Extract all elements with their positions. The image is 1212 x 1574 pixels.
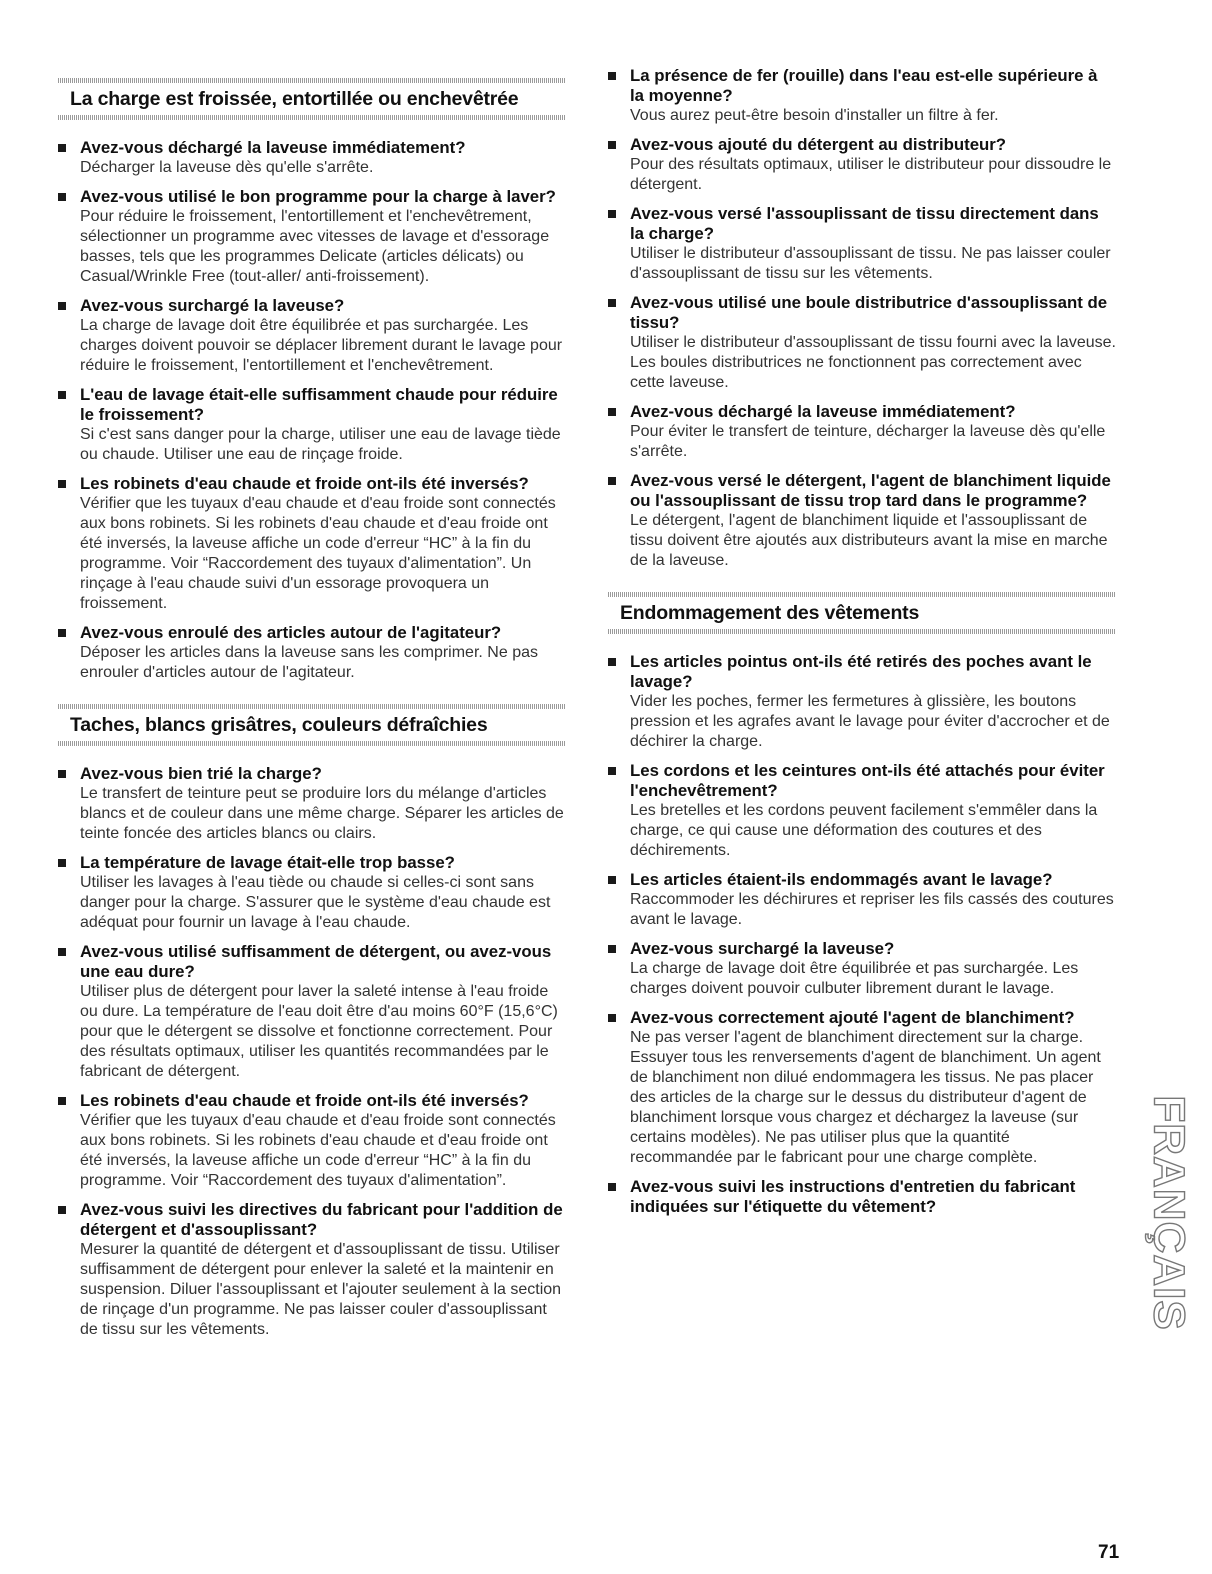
faq-question: Avez-vous déchargé la laveuse immédiatement? bbox=[630, 402, 1016, 421]
faq-question: Les cordons et les ceintures ont-ils été attachés pour éviter l'enchevêtrement? bbox=[630, 761, 1105, 800]
square-bullet-icon bbox=[608, 408, 616, 416]
square-bullet-icon bbox=[58, 859, 66, 867]
faq-item bbox=[58, 942, 566, 1082]
faq-answer: Mesurer la quantité de détergent et d'assouplissant de tissu. Utiliser suffisamment de détergent pour enlever la saleté et la maintenir en suspension. Diluer l'assouplissant et l'ajouter seulement à la section de rinçage d'un programme. Ne pas laisser couler d'assouplissant de tissu sur les vêtements. bbox=[80, 1241, 562, 1338]
faq-answer: Le détergent, l'agent de blanchiment liquide et l'assouplissant de tissu doivent être ajoutés aux distributeurs avant la mise en marche de la laveuse. bbox=[630, 512, 1108, 569]
left-column bbox=[58, 66, 566, 1349]
section-title: La charge est froissée, entortillée ou enchevêtrée bbox=[70, 88, 519, 110]
square-bullet-icon bbox=[58, 1206, 66, 1214]
faq-item bbox=[608, 293, 1116, 393]
faq-item bbox=[608, 204, 1116, 284]
faq-item bbox=[608, 66, 1116, 126]
faq-question: Avez-vous bien trié la charge? bbox=[80, 764, 322, 783]
faq-answer: Pour éviter le transfert de teinture, décharger la laveuse dès qu'elle s'arrête. bbox=[630, 423, 1106, 460]
faq-item bbox=[608, 402, 1116, 462]
square-bullet-icon bbox=[608, 299, 616, 307]
faq-answer: Vider les poches, fermer les fermetures à glissière, les boutons pression et les agrafes avant le lavage pour éviter d'accrocher et de déchirer la charge. bbox=[630, 693, 1110, 750]
faq-question: Avez-vous utilisé suffisamment de détergent, ou avez-vous une eau dure? bbox=[80, 942, 552, 981]
faq-question: Avez-vous surchargé la laveuse? bbox=[80, 296, 345, 315]
faq-question: Avez-vous suivi les directives du fabricant pour l'addition de détergent et d'assouplissant? bbox=[80, 1200, 563, 1239]
faq-item bbox=[58, 296, 566, 376]
section-header bbox=[58, 66, 566, 128]
faq-answer: La charge de lavage doit être équilibrée et pas surchargée. Les charges doivent pouvoir se déplacer librement durant le lavage pour réduire le froissement, l'entortillement et l'enchevêtrement. bbox=[80, 317, 563, 374]
faq-answer: Les bretelles et les cordons peuvent facilement s'emmêler dans la charge, ce qui cause une déformation des coutures et des déchirements. bbox=[630, 802, 1098, 859]
square-bullet-icon bbox=[58, 193, 66, 201]
faq-item bbox=[608, 1008, 1116, 1168]
faq-item bbox=[608, 870, 1116, 930]
dotted-rule bbox=[608, 629, 1116, 634]
faq-question: Avez-vous correctement ajouté l'agent de blanchiment? bbox=[630, 1008, 1075, 1027]
faq-answer: Raccommoder les déchirures et repriser les fils cassés des coutures avant le lavage. bbox=[630, 891, 1114, 928]
faq-item bbox=[58, 764, 566, 844]
faq-item bbox=[58, 138, 566, 178]
square-bullet-icon bbox=[58, 629, 66, 637]
square-bullet-icon bbox=[608, 477, 616, 485]
faq-item bbox=[608, 939, 1116, 999]
faq-question: La présence de fer (rouille) dans l'eau est-elle supérieure à la moyenne? bbox=[630, 66, 1098, 105]
language-side-tab bbox=[1145, 1078, 1195, 1348]
faq-question: Avez-vous enroulé des articles autour de l'agitateur? bbox=[80, 623, 502, 642]
faq-question: Avez-vous utilisé une boule distributrice d'assouplissant de tissu? bbox=[630, 293, 1108, 332]
square-bullet-icon bbox=[608, 72, 616, 80]
faq-answer: Vous aurez peut-être besoin d'installer un filtre à fer. bbox=[630, 107, 999, 124]
faq-question: Les robinets d'eau chaude et froide ont-ils été inversés? bbox=[80, 474, 529, 493]
square-bullet-icon bbox=[608, 1014, 616, 1022]
faq-answer: Déposer les articles dans la laveuse sans les comprimer. Ne pas enrouler d'articles autour de l'agitateur. bbox=[80, 644, 538, 681]
faq-answer: Décharger la laveuse dès qu'elle s'arrête. bbox=[80, 159, 374, 176]
square-bullet-icon bbox=[58, 391, 66, 399]
square-bullet-icon bbox=[608, 945, 616, 953]
faq-answer: Utiliser plus de détergent pour laver la saleté intense à l'eau froide ou dure. La température de l'eau doit être d'au moins 60°F (15,6°C) pour que le détergent se dissolve et fonctionne correctement. Pour des résultats optimaux, utiliser les quantités recommandées par le fabricant de détergent. bbox=[80, 983, 558, 1080]
faq-question: Les articles étaient-ils endommagés avant le lavage? bbox=[630, 870, 1053, 889]
faq-question: Avez-vous versé le détergent, l'agent de blanchiment liquide ou l'assouplissant de tissu trop tard dans le programme? bbox=[630, 471, 1111, 510]
faq-item bbox=[608, 471, 1116, 571]
faq-item bbox=[58, 187, 566, 287]
square-bullet-icon bbox=[608, 210, 616, 218]
dotted-rule bbox=[58, 115, 566, 120]
dotted-rule bbox=[608, 592, 1116, 597]
faq-item bbox=[58, 623, 566, 683]
faq-question: Avez-vous déchargé la laveuse immédiatement? bbox=[80, 138, 466, 157]
faq-question: Les articles pointus ont-ils été retirés des poches avant le lavage? bbox=[630, 652, 1092, 691]
section-header bbox=[608, 580, 1116, 642]
faq-answer: Si c'est sans danger pour la charge, utiliser une eau de lavage tiède ou chaude. Utiliser une eau de rinçage froide. bbox=[80, 426, 561, 463]
section-title: Endommagement des vêtements bbox=[620, 602, 920, 624]
language-side-tab-label: FRANÇAIS bbox=[1145, 1095, 1195, 1331]
page-number: 71 bbox=[1098, 1542, 1120, 1563]
section-title: Taches, blancs grisâtres, couleurs défraîchies bbox=[70, 714, 488, 736]
square-bullet-icon bbox=[58, 480, 66, 488]
faq-answer: Vérifier que les tuyaux d'eau chaude et d'eau froide sont connectés aux bons robinets. Si les robinets d'eau chaude et d'eau froide ont été inversés, la laveuse affiche un code d'erreur “HC” à la fin du programme. Voir “Raccordement des tuyaux d'alimentation”. Un rinçage à l'eau chaude suivi d'un essorage provoquera un froissement. bbox=[80, 495, 556, 612]
square-bullet-icon bbox=[58, 144, 66, 152]
faq-item bbox=[58, 1200, 566, 1340]
faq-question: Avez-vous utilisé le bon programme pour la charge à laver? bbox=[80, 187, 556, 206]
faq-answer: Utiliser le distributeur d'assouplissant de tissu fourni avec la laveuse. Les boules distributrices ne fonctionnent pas correctement avec cette laveuse. bbox=[630, 334, 1116, 391]
square-bullet-icon bbox=[58, 770, 66, 778]
faq-item bbox=[58, 853, 566, 933]
faq-answer: Utiliser le distributeur d'assouplissant de tissu. Ne pas laisser couler d'assouplissant de tissu sur les vêtements. bbox=[630, 245, 1111, 282]
faq-item bbox=[608, 135, 1116, 195]
faq-answer: Pour des résultats optimaux, utiliser le distributeur pour dissoudre le détergent. bbox=[630, 156, 1112, 193]
faq-answer: Le transfert de teinture peut se produire lors du mélange d'articles blancs et de couleur dans une même charge. Séparer les articles de teinte foncée des articles blancs ou clairs. bbox=[80, 785, 564, 842]
faq-question: La température de lavage était-elle trop basse? bbox=[80, 853, 455, 872]
faq-question: Avez-vous versé l'assouplissant de tissu directement dans la charge? bbox=[630, 204, 1099, 243]
faq-answer: Utiliser les lavages à l'eau tiède ou chaude si celles-ci sont sans danger pour la charge. S'assurer que le système d'eau chaude est adéquat pour fournir un lavage à l'eau chaude. bbox=[80, 874, 551, 931]
faq-item bbox=[608, 1177, 1116, 1217]
faq-question: Avez-vous suivi les instructions d'entretien du fabricant indiquées sur l'étiquette du vêtement? bbox=[630, 1177, 1076, 1216]
square-bullet-icon bbox=[608, 658, 616, 666]
square-bullet-icon bbox=[58, 948, 66, 956]
faq-question: Les robinets d'eau chaude et froide ont-ils été inversés? bbox=[80, 1091, 529, 1110]
square-bullet-icon bbox=[608, 876, 616, 884]
section-header bbox=[58, 692, 566, 754]
faq-item bbox=[58, 1091, 566, 1191]
square-bullet-icon bbox=[58, 302, 66, 310]
square-bullet-icon bbox=[608, 767, 616, 775]
dotted-rule bbox=[58, 78, 566, 83]
faq-answer: La charge de lavage doit être équilibrée et pas surchargée. Les charges doivent pouvoir culbuter librement durant le lavage. bbox=[630, 960, 1079, 997]
square-bullet-icon bbox=[608, 141, 616, 149]
faq-question: L'eau de lavage était-elle suffisamment chaude pour réduire le froissement? bbox=[80, 385, 558, 424]
faq-item bbox=[608, 652, 1116, 752]
faq-question: Avez-vous ajouté du détergent au distributeur? bbox=[630, 135, 1007, 154]
faq-answer: Ne pas verser l'agent de blanchiment directement sur la charge. Essuyer tous les renversements d'agent de blanchiment. Un agent de blanchiment non dilué endommagera les tissus. Ne pas placer des articles de la charge sur le dessus du distributeur d'agent de blanchiment lorsque vous chargez et déchargez la laveuse (sur certains modèles). Ne pas utiliser plus que la quantité recommandée par le fabricant pour une charge complète. bbox=[630, 1029, 1101, 1166]
right-column bbox=[608, 66, 1116, 1226]
dotted-rule bbox=[58, 704, 566, 709]
square-bullet-icon bbox=[58, 1097, 66, 1105]
faq-question: Avez-vous surchargé la laveuse? bbox=[630, 939, 895, 958]
square-bullet-icon bbox=[608, 1183, 616, 1191]
faq-item bbox=[58, 474, 566, 614]
faq-item bbox=[608, 761, 1116, 861]
faq-answer: Pour réduire le froissement, l'entortillement et l'enchevêtrement, sélectionner un programme avec vitesses de lavage et d'essorage basses, tels que les programmes Delicate (articles délicats) ou Casual/Wrinkle Free (tout-aller/ anti-froissement). bbox=[80, 208, 550, 285]
dotted-rule bbox=[58, 741, 566, 746]
faq-item bbox=[58, 385, 566, 465]
faq-answer: Vérifier que les tuyaux d'eau chaude et d'eau froide sont connectés aux bons robinets. Si les robinets d'eau chaude et d'eau froide ont été inversés, la laveuse affiche un code d'erreur “HC” à la fin du programme. Voir “Raccordement des tuyaux d'alimentation”. bbox=[80, 1112, 556, 1189]
